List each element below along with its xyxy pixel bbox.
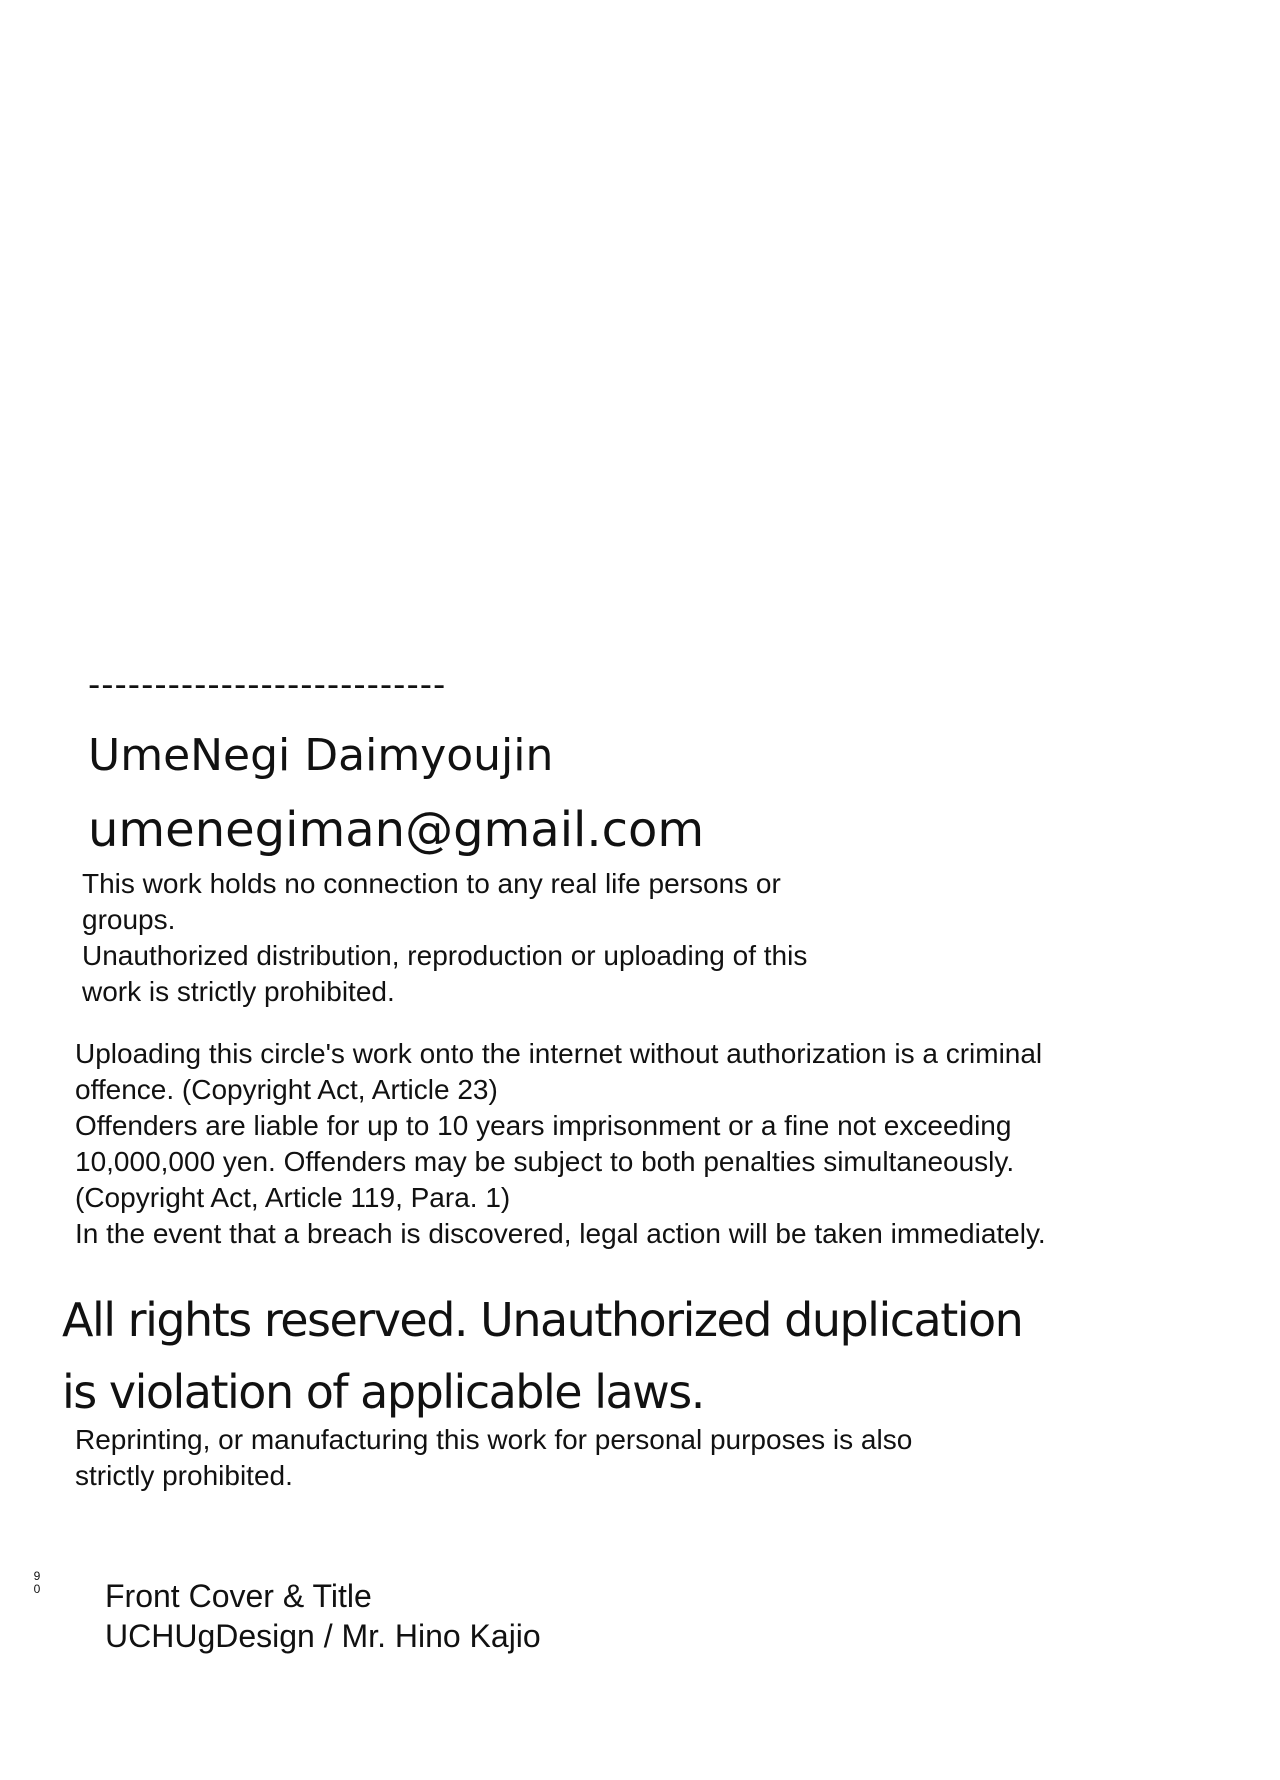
cover-credits xyxy=(105,1576,541,1656)
disclaimer-line: Unauthorized distribution, reproduction or uploading of this xyxy=(82,940,808,971)
disclaimer-line: groups. xyxy=(82,904,176,935)
divider-line: --------------------------- xyxy=(88,665,447,705)
circle-name: UmeNegi Daimyoujin xyxy=(88,730,554,781)
credits-line: Front Cover & Title xyxy=(105,1578,372,1614)
reprint-notice-line: Reprinting, or manufacturing this work for personal purposes is also xyxy=(75,1424,913,1455)
legal-notice-line: (Copyright Act, Article 119, Para. 1) xyxy=(75,1182,511,1213)
disclaimer-paragraph xyxy=(82,866,807,1010)
rights-line: All rights reserved. Unauthorized duplication xyxy=(62,1293,1023,1347)
rights-statement xyxy=(62,1284,1022,1428)
disclaimer-line: This work holds no connection to any real life persons or xyxy=(82,868,781,899)
page-number: 90 xyxy=(33,1569,41,1596)
reprint-notice-line: strictly prohibited. xyxy=(75,1460,293,1491)
legal-notice-line: Uploading this circle's work onto the internet without authorization is a criminal xyxy=(75,1038,1043,1069)
credits-line: UCHUgDesign / Mr. Hino Kajio xyxy=(105,1618,541,1654)
rights-line: is violation of applicable laws. xyxy=(62,1365,704,1419)
legal-notice-paragraph xyxy=(75,1036,1046,1252)
reprint-notice-paragraph xyxy=(75,1422,912,1494)
circle-email: umenegiman@gmail.com xyxy=(88,802,705,858)
disclaimer-line: work is strictly prohibited. xyxy=(82,976,395,1007)
legal-notice-line: Offenders are liable for up to 10 years imprisonment or a fine not exceeding xyxy=(75,1110,1012,1141)
legal-notice-line: offence. (Copyright Act, Article 23) xyxy=(75,1074,498,1105)
legal-notice-line: 10,000,000 yen. Offenders may be subject to both penalties simultaneously. xyxy=(75,1146,1015,1177)
legal-notice-line: In the event that a breach is discovered, legal action will be taken immediately. xyxy=(75,1218,1046,1249)
